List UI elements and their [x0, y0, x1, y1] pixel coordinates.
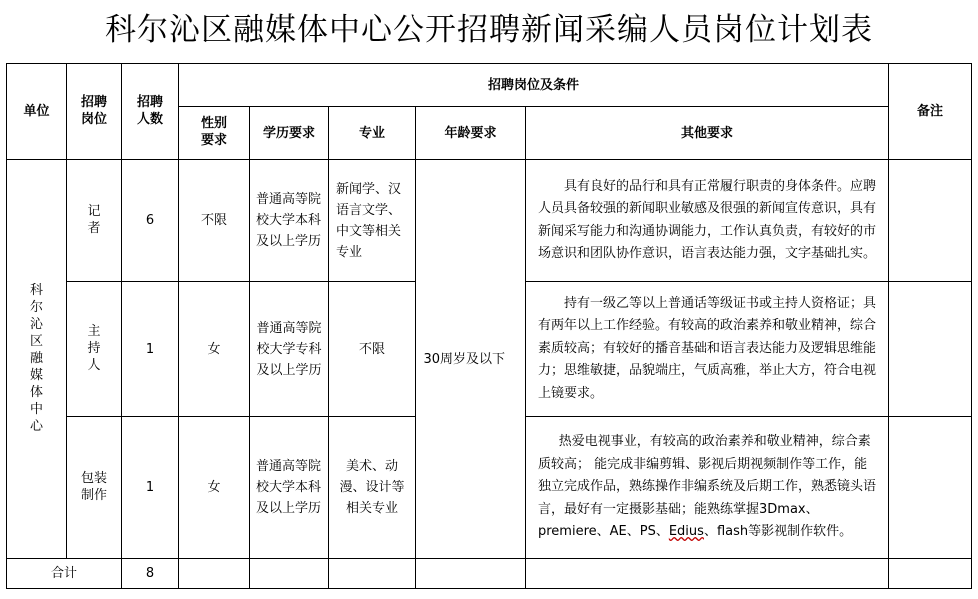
position-cell: 主持人 — [67, 282, 122, 417]
major-cell: 新闻学、汉语言文学、中文等相关专业 — [329, 160, 416, 282]
position-cell: 包装制作 — [67, 417, 122, 559]
header-major: 专业 — [329, 107, 416, 160]
education-cell: 普通高等院校大学本科及以上学历 — [250, 160, 329, 282]
education-cell: 普通高等院校大学专科及以上学历 — [250, 282, 329, 417]
total-row — [7, 559, 972, 589]
header-gender: 性别要求 — [179, 107, 250, 160]
total-count: 8 — [122, 559, 179, 589]
count-cell: 1 — [122, 417, 179, 559]
gender-cell: 女 — [179, 417, 250, 559]
count-cell: 6 — [122, 160, 179, 282]
header-count: 招聘人数 — [122, 64, 179, 160]
header-position: 招聘岗位 — [67, 64, 122, 160]
header-education: 学历要求 — [250, 107, 329, 160]
remarks-cell — [889, 160, 972, 282]
age-cell: 30周岁及以下 — [416, 160, 526, 559]
page-title: 科尔沁区融媒体中心公开招聘新闻采编人员岗位计划表 — [105, 12, 873, 48]
unit-cell: 科尔沁区融媒体中心 — [7, 160, 67, 559]
position-cell: 记者 — [67, 160, 122, 282]
education-cell: 普通高等院校大学本科及以上学历 — [250, 417, 329, 559]
gender-cell: 女 — [179, 282, 250, 417]
header-conditions: 招聘岗位及条件 — [179, 64, 889, 107]
remarks-cell — [889, 417, 972, 559]
spellcheck-underlined-word: Edius — [668, 524, 704, 540]
other-requirements-cell: 持有一级乙等以上普通话等级证书或主持人资格证；具有两年以上工作经验。有较高的政治素养和敬业精神，综合素质较高；有较好的播音基础和语言表达能力及逻辑思维能力；思维敏捷，品貌端庄，气质高雅，举止大方，符合电视上镜要求。 — [526, 282, 889, 417]
major-cell: 美术、动漫、设计等相关专业 — [329, 417, 416, 559]
gender-cell: 不限 — [179, 160, 250, 282]
major-cell: 不限 — [329, 282, 416, 417]
other-requirements-cell: 具有良好的品行和具有正常履行职责的身体条件。应聘人员具备较强的新闻职业敏感及很强的新闻宣传意识，具有新闻采写能力和沟通协调能力，工作认真负责，有较好的市场意识和团队协作意识，语言表达能力强，文字基础扎实。 — [526, 160, 889, 282]
header-age: 年龄要求 — [416, 107, 526, 160]
other-requirements-cell: 热爱电视事业，有较高的政治素养和敬业精神，综合素质较高； 能完成非编剪辑、影视后期视频制作等工作，能独立完成作品，熟练操作非编系统及后期工作，熟悉镜头语言，最好有一定摄影基础；能熟练掌握3Dmax、premiere、AE、PS、Edius、flash等影视制作软件。 — [526, 417, 889, 559]
header-other: 其他要求 — [526, 107, 889, 160]
total-label: 合计 — [7, 559, 122, 589]
remarks-cell — [889, 282, 972, 417]
recruitment-table — [6, 63, 972, 589]
header-unit: 单位 — [7, 64, 67, 160]
header-remarks: 备注 — [889, 64, 972, 160]
count-cell: 1 — [122, 282, 179, 417]
table-row — [7, 160, 972, 282]
